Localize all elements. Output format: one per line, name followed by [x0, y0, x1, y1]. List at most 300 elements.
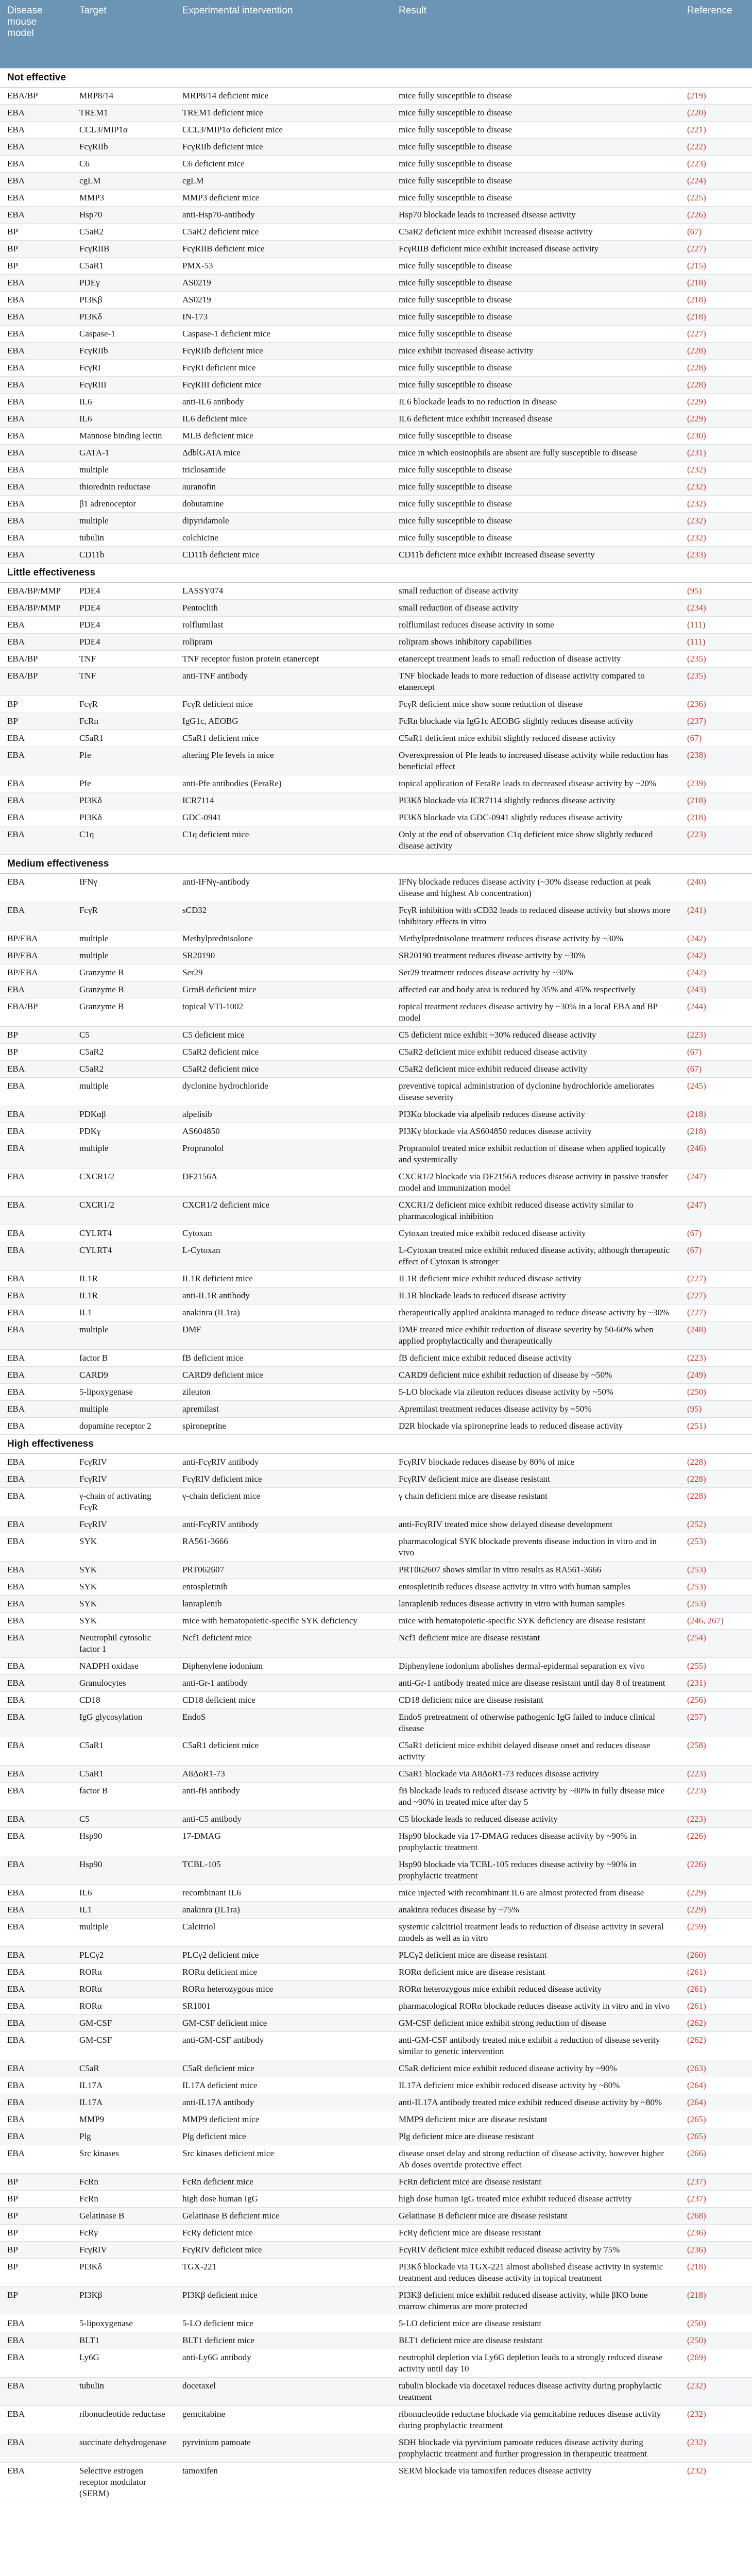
table-row: [0, 1418, 752, 1435]
table-row: [0, 2349, 752, 2378]
cell-result: C5aR2 deficient mice exhibit reduced disease activity: [391, 1044, 680, 1061]
table-row: [0, 292, 752, 309]
cell-reference: (223): [680, 826, 752, 855]
cell-model: EBA: [0, 1692, 72, 1709]
cell-reference: (218): [680, 275, 752, 292]
cell-result: fB blockade leads to reduced disease activity by ~80% in fully disease mice and ~90% in treated mice after day 5: [391, 1783, 680, 1811]
cell-result: entospletinib reduces disease activity in vitro with human samples: [391, 1579, 680, 1596]
cell-reference: (221): [680, 122, 752, 139]
cell-reference: (248): [680, 1321, 752, 1350]
cell-model: EBA: [0, 2406, 72, 2434]
cell-intervention: Plg deficient mice: [175, 2128, 391, 2145]
cell-result: mice fully susceptible to disease: [391, 428, 680, 445]
cell-model: EBA: [0, 360, 72, 377]
cell-model: EBA: [0, 139, 72, 156]
table-row: [0, 1811, 752, 1828]
cell-model: EBA: [0, 874, 72, 902]
cell-model: EBA: [0, 1225, 72, 1242]
cell-target: FcγRIIb: [72, 139, 175, 156]
table-row: [0, 1123, 752, 1140]
cell-intervention: PRT062607: [175, 1562, 391, 1579]
table-row: [0, 343, 752, 360]
cell-model: EBA: [0, 747, 72, 775]
cell-result: RORα heterozygous mice exhibit reduced disease activity: [391, 1981, 680, 1998]
cell-result: disease onset delay and strong reduction of disease activity, however higher Ab doses override protective effect: [391, 2145, 680, 2174]
cell-model: EBA: [0, 1811, 72, 1828]
cell-result: Ncf1 deficient mice are disease resistant: [391, 1630, 680, 1658]
cell-intervention: anti-GM-CSF antibody: [175, 2032, 391, 2060]
cell-model: EBA/BP: [0, 998, 72, 1027]
cell-model: EBA: [0, 1828, 72, 1856]
table-row: [0, 1061, 752, 1078]
cell-target: TNF: [72, 651, 175, 668]
cell-target: TREM1: [72, 105, 175, 122]
cell-target: multiple: [72, 930, 175, 947]
cell-result: IL17A deficient mice exhibit reduced disease activity by ~80%: [391, 2077, 680, 2094]
cell-target: PDEγ: [72, 275, 175, 292]
cell-reference: (242): [680, 930, 752, 947]
cell-result: mice fully susceptible to disease: [391, 360, 680, 377]
cell-reference: (227): [680, 326, 752, 343]
cell-reference: (218): [680, 1106, 752, 1123]
cell-reference: (262): [680, 2015, 752, 2032]
table-row: [0, 1367, 752, 1384]
cell-intervention: GrmB deficient mice: [175, 981, 391, 998]
cell-result: high dose human IgG treated mice exhibit reduced disease activity: [391, 2191, 680, 2208]
cell-reference: (261): [680, 1964, 752, 1981]
cell-result: mice fully susceptible to disease: [391, 513, 680, 530]
table-row: [0, 1225, 752, 1242]
cell-target: cgLM: [72, 173, 175, 190]
cell-intervention: A8ΔοR1-73: [175, 1766, 391, 1783]
cell-target: Ly6G: [72, 2349, 175, 2378]
cell-target: GM-CSF: [72, 2015, 175, 2032]
cell-reference: (235): [680, 668, 752, 696]
table-row: [0, 1709, 752, 1737]
cell-target: Gelatinase B: [72, 2208, 175, 2225]
cell-reference: (242): [680, 947, 752, 964]
cell-intervention: anti-IFNγ-antibody: [175, 874, 391, 902]
cell-model: EBA: [0, 479, 72, 496]
cell-result: Gelatinase B deficient mice are disease resistant: [391, 2208, 680, 2225]
cell-target: RORα: [72, 1998, 175, 2015]
cell-result: anakinra reduces disease by ~75%: [391, 1902, 680, 1919]
cell-result: FcγRIIB deficient mice exhibit increased disease activity: [391, 241, 680, 258]
cell-model: EBA: [0, 1902, 72, 1919]
cell-target: C5aR1: [72, 730, 175, 747]
table-row: [0, 88, 752, 105]
cell-target: PDKαβ: [72, 1106, 175, 1123]
table-row: [0, 2225, 752, 2242]
category-title: Little effectiveness: [0, 564, 752, 583]
cell-intervention: sCD32: [175, 902, 391, 930]
cell-result: rolflumilast reduces disease activity in some: [391, 617, 680, 634]
cell-model: BP/EBA: [0, 964, 72, 981]
column-header-reference: Reference: [680, 0, 752, 69]
table-row: [0, 964, 752, 981]
cell-model: EBA: [0, 1418, 72, 1435]
cell-result: PLCγ2 deficient mice are disease resistant: [391, 1947, 680, 1964]
cell-intervention: lanraplenib: [175, 1596, 391, 1613]
table-row: [0, 1384, 752, 1401]
table-row: [0, 874, 752, 902]
table-row: [0, 428, 752, 445]
cell-intervention: DMF: [175, 1321, 391, 1350]
cell-result: anti-Gr-1 antibody treated mice are disease resistant until day 8 of treatment: [391, 1675, 680, 1692]
cell-intervention: anakinra (IL1ra): [175, 1902, 391, 1919]
cell-intervention: FcγRIIB deficient mice: [175, 241, 391, 258]
cell-model: EBA: [0, 2315, 72, 2332]
cell-target: PI3Kβ: [72, 292, 175, 309]
cell-intervention: CD11b deficient mice: [175, 547, 391, 564]
cell-intervention: recombinant IL6: [175, 1885, 391, 1902]
cell-intervention: FcγRIIb deficient mice: [175, 343, 391, 360]
cell-result: mice fully susceptible to disease: [391, 122, 680, 139]
cell-result: Ser29 treatment reduces disease activity by ~30%: [391, 964, 680, 981]
cell-model: BP: [0, 2208, 72, 2225]
cell-target: IL1: [72, 1902, 175, 1919]
cell-reference: (215): [680, 258, 752, 275]
cell-intervention: anti-Ly6G antibody: [175, 2349, 391, 2378]
cell-target: C5aR1: [72, 1766, 175, 1783]
cell-target: PDE4: [72, 634, 175, 651]
cell-target: TNF: [72, 668, 175, 696]
cell-reference: (237): [680, 2174, 752, 2191]
cell-reference: (95): [680, 583, 752, 600]
table-row: [0, 826, 752, 855]
cell-model: BP: [0, 2174, 72, 2191]
cell-reference: (265): [680, 2111, 752, 2128]
cell-target: CYLRT4: [72, 1225, 175, 1242]
cell-target: IL1R: [72, 1270, 175, 1287]
cell-intervention: triclosamide: [175, 462, 391, 479]
cell-target: FcγRIIb: [72, 343, 175, 360]
cell-target: FcγRIII: [72, 377, 175, 394]
table-row: [0, 479, 752, 496]
cell-model: EBA: [0, 2378, 72, 2406]
table-row: [0, 1488, 752, 1516]
cell-result: PI3Kδ blockade via GDC-0941 slightly reduces disease activity: [391, 809, 680, 826]
column-header-intervention: Experimental intervention: [175, 0, 391, 69]
cell-model: EBA: [0, 1270, 72, 1287]
cell-result: L-Cytoxan treated mice exhibit reduced disease activity, although therapeutic effect of Cytoxan is stronger: [391, 1242, 680, 1270]
cell-reference: (247): [680, 1197, 752, 1225]
cell-target: CYLRT4: [72, 1242, 175, 1270]
cell-intervention: Methylprednisolone: [175, 930, 391, 947]
cell-model: EBA: [0, 1947, 72, 1964]
cell-reference: (67): [680, 224, 752, 241]
cell-target: multiple: [72, 462, 175, 479]
cell-target: RORα: [72, 1964, 175, 1981]
cell-model: EBA: [0, 1630, 72, 1658]
cell-target: NADPH oxidase: [72, 1658, 175, 1675]
table-row: [0, 2191, 752, 2208]
cell-target: Selective estrogen receptor modulator (SERM): [72, 2463, 175, 2502]
cell-intervention: PMX-53: [175, 258, 391, 275]
cell-intervention: auranofin: [175, 479, 391, 496]
cell-target: FcγRI: [72, 360, 175, 377]
cell-intervention: dyclonine hydrochloride: [175, 1078, 391, 1106]
cell-intervention: Cytoxan: [175, 1225, 391, 1242]
cell-model: EBA: [0, 2077, 72, 2094]
table-row: [0, 360, 752, 377]
table-row: [0, 947, 752, 964]
table-row: [0, 2015, 752, 2032]
cell-reference: (67): [680, 1044, 752, 1061]
cell-model: EBA: [0, 105, 72, 122]
cell-model: EBA: [0, 2434, 72, 2463]
cell-target: CARD9: [72, 1367, 175, 1384]
cell-intervention: dobutamine: [175, 496, 391, 513]
cell-target: multiple: [72, 947, 175, 964]
cell-target: multiple: [72, 1401, 175, 1418]
cell-result: mice fully susceptible to disease: [391, 156, 680, 173]
cell-reference: (249): [680, 1367, 752, 1384]
cell-result: mice fully susceptible to disease: [391, 479, 680, 496]
cell-result: GM-CSF deficient mice exhibit strong reduction of disease: [391, 2015, 680, 2032]
cell-target: CCL3/MIP1α: [72, 122, 175, 139]
cell-target: multiple: [72, 1140, 175, 1168]
table-row: [0, 902, 752, 930]
cell-model: EBA: [0, 1384, 72, 1401]
cell-target: PI3Kδ: [72, 809, 175, 826]
cell-result: CXCR1/2 deficient mice exhibit reduced disease activity similar to pharmacological inhibition: [391, 1197, 680, 1225]
cell-reference: (251): [680, 1418, 752, 1435]
table-row: [0, 2032, 752, 2060]
table-row: [0, 394, 752, 411]
cell-reference: (236): [680, 2225, 752, 2242]
cell-model: EBA: [0, 445, 72, 462]
cell-reference: (260): [680, 1947, 752, 1964]
cell-result: mice fully susceptible to disease: [391, 139, 680, 156]
cell-result: topical treatment reduces disease activity by ~30% in a local EBA and BP model: [391, 998, 680, 1027]
cell-reference: (67): [680, 730, 752, 747]
cell-target: BLT1: [72, 2332, 175, 2349]
cell-reference: (226): [680, 1856, 752, 1885]
cell-intervention: tamoxifen: [175, 2463, 391, 2502]
cell-intervention: EndoS: [175, 1709, 391, 1737]
cell-reference: (258): [680, 1737, 752, 1766]
table-row: [0, 1471, 752, 1488]
cell-target: C5aR: [72, 2060, 175, 2077]
cell-target: SYK: [72, 1562, 175, 1579]
cell-reference: (246): [680, 1140, 752, 1168]
table-header: [0, 0, 752, 69]
cell-reference: (262): [680, 2032, 752, 2060]
cell-result: mice with hematopoietic-specific SYK deficiency are disease resistant: [391, 1613, 680, 1630]
cell-target: FcγRIV: [72, 1516, 175, 1533]
cell-intervention: Propranolol: [175, 1140, 391, 1168]
cell-intervention: IL17A deficient mice: [175, 2077, 391, 2094]
cell-model: EBA: [0, 1613, 72, 1630]
cell-reference: (218): [680, 292, 752, 309]
cell-target: C5: [72, 1811, 175, 1828]
cell-target: Hsp70: [72, 207, 175, 224]
cell-target: CXCR1/2: [72, 1197, 175, 1225]
cell-intervention: CCL3/MIP1α deficient mice: [175, 122, 391, 139]
cell-model: EBA: [0, 1579, 72, 1596]
cell-reference: (227): [680, 1270, 752, 1287]
cell-intervention: Diphenylene iodonium: [175, 1658, 391, 1675]
cell-reference: (224): [680, 173, 752, 190]
cell-model: EBA: [0, 2111, 72, 2128]
cell-model: EBA: [0, 775, 72, 792]
table-row: [0, 207, 752, 224]
table-row: [0, 326, 752, 343]
table-row: [0, 1321, 752, 1350]
cell-result: mice fully susceptible to disease: [391, 530, 680, 547]
cell-model: EBA: [0, 547, 72, 564]
cell-intervention: fB deficient mice: [175, 1350, 391, 1367]
cell-reference: (232): [680, 2434, 752, 2463]
cell-target: C5aR1: [72, 258, 175, 275]
cell-result: BLT1 deficient mice are disease resistant: [391, 2332, 680, 2349]
cell-model: BP: [0, 2259, 72, 2287]
cell-target: MRP8/14: [72, 88, 175, 105]
cell-intervention: γ-chain deficient mice: [175, 1488, 391, 1516]
cell-intervention: alpelisib: [175, 1106, 391, 1123]
cell-result: Hsp70 blockade leads to increased disease activity: [391, 207, 680, 224]
cell-reference: (218): [680, 809, 752, 826]
cell-result: C5aR deficient mice exhibit reduced disease activity by ~90%: [391, 2060, 680, 2077]
cell-intervention: C5aR2 deficient mice: [175, 1044, 391, 1061]
category-title: Medium effectiveness: [0, 855, 752, 874]
cell-reference: (227): [680, 241, 752, 258]
cell-target: SYK: [72, 1533, 175, 1562]
cell-model: BP: [0, 2242, 72, 2259]
cell-result: PI3Kδ blockade via TGX-221 almost abolished disease activity in systemic treatment and reduces disease activity in topical treatment: [391, 2259, 680, 2287]
table-row: [0, 1270, 752, 1287]
cell-intervention: CXCR1/2 deficient mice: [175, 1197, 391, 1225]
cell-model: EBA: [0, 1737, 72, 1766]
table-body: [0, 69, 752, 2502]
cell-intervention: TNF receptor fusion protein etanercept: [175, 651, 391, 668]
cell-intervention: pyrvinium pamoate: [175, 2434, 391, 2463]
cell-intervention: FcγRI deficient mice: [175, 360, 391, 377]
cell-reference: (255): [680, 1658, 752, 1675]
category-title: Not effective: [0, 69, 752, 88]
category-row: [0, 564, 752, 583]
cell-reference: (237): [680, 713, 752, 730]
cell-reference: (243): [680, 981, 752, 998]
cell-intervention: anti-FcγRIV antibody: [175, 1454, 391, 1471]
cell-reference: (228): [680, 1488, 752, 1516]
cell-target: Granzyme B: [72, 998, 175, 1027]
cell-intervention: anti-TNF antibody: [175, 668, 391, 696]
cell-intervention: SR20190: [175, 947, 391, 964]
cell-intervention: spironeprine: [175, 1418, 391, 1435]
cell-result: anti-IL17A antibody treated mice exhibit reduced disease activity by ~80%: [391, 2094, 680, 2111]
cell-intervention: anti-Gr-1 antibody: [175, 1675, 391, 1692]
cell-target: C5aR2: [72, 1061, 175, 1078]
cell-model: BP: [0, 1027, 72, 1044]
cell-target: FcRn: [72, 2174, 175, 2191]
cell-result: mice exhibit increased disease activity: [391, 343, 680, 360]
cell-result: anti-GM-CSF antibody treated mice exhibit a reduction of disease severity similar to genetic intervention: [391, 2032, 680, 2060]
cell-target: IL17A: [72, 2077, 175, 2094]
cell-result: Cytoxan treated mice exhibit reduced disease activity: [391, 1225, 680, 1242]
cell-target: C5aR2: [72, 224, 175, 241]
cell-model: EBA: [0, 1140, 72, 1168]
cell-result: C5aR2 deficient mice exhibit increased disease activity: [391, 224, 680, 241]
cell-model: EBA: [0, 207, 72, 224]
cell-model: EBA: [0, 513, 72, 530]
cell-intervention: TGX-221: [175, 2259, 391, 2287]
cell-intervention: PLCγ2 deficient mice: [175, 1947, 391, 1964]
table-row: [0, 2259, 752, 2287]
cell-result: FcγR inhibition with sCD32 leads to reduced disease activity but shows more inhibitory effects in vitro: [391, 902, 680, 930]
cell-model: EBA: [0, 826, 72, 855]
cell-reference: (223): [680, 156, 752, 173]
table-row: [0, 1737, 752, 1766]
cell-target: Pfe: [72, 747, 175, 775]
cell-result: FcγRIV blockade reduces disease by 80% of mice: [391, 1454, 680, 1471]
cell-intervention: anti-fB antibody: [175, 1783, 391, 1811]
cell-result: IL1R deficient mice exhibit reduced disease activity: [391, 1270, 680, 1287]
table-row: [0, 696, 752, 713]
cell-result: C5aR1 blockade via A8ΔοR1-73 reduces disease activity: [391, 1766, 680, 1783]
cell-reference: (225): [680, 190, 752, 207]
cell-result: IL1R blockade leads to reduced disease activity: [391, 1287, 680, 1304]
cell-intervention: AS0219: [175, 292, 391, 309]
cell-result: FcRγ deficient mice are disease resistant: [391, 2225, 680, 2242]
cell-intervention: rolipram: [175, 634, 391, 651]
cell-target: Granzyme B: [72, 981, 175, 998]
cell-result: Hsp90 blockade via TCBL-105 reduces disease activity by ~90% in prophylactic treatment: [391, 1856, 680, 1885]
cell-model: EBA: [0, 122, 72, 139]
cell-model: EBA: [0, 2032, 72, 2060]
cell-reference: (233): [680, 547, 752, 564]
cell-reference: (236): [680, 2242, 752, 2259]
cell-intervention: C5aR2 deficient mice: [175, 1061, 391, 1078]
column-header-result: Result: [391, 0, 680, 69]
cell-model: EBA/BP: [0, 668, 72, 696]
cell-intervention: RA561-3666: [175, 1533, 391, 1562]
cell-result: mice fully susceptible to disease: [391, 496, 680, 513]
cell-target: SYK: [72, 1613, 175, 1630]
table-row: [0, 1454, 752, 1471]
cell-target: FcγR: [72, 696, 175, 713]
cell-intervention: colchicine: [175, 530, 391, 547]
cell-model: BP: [0, 224, 72, 241]
cell-result: mice injected with recombinant IL6 are almost protected from disease: [391, 1885, 680, 1902]
cell-result: pharmacological SYK blockade prevents disease induction in vitro and in vivo: [391, 1533, 680, 1562]
cell-model: EBA: [0, 1287, 72, 1304]
cell-reference: (111): [680, 617, 752, 634]
table-row: [0, 1783, 752, 1811]
cell-model: EBA: [0, 1123, 72, 1140]
cell-reference: (259): [680, 1919, 752, 1947]
table-row: [0, 496, 752, 513]
cell-result: etanercept treatment leads to small reduction of disease activity: [391, 651, 680, 668]
cell-reference: (252): [680, 1516, 752, 1533]
cell-target: MMP9: [72, 2111, 175, 2128]
table-row: [0, 1613, 752, 1630]
table-row: [0, 1562, 752, 1579]
table-row: [0, 2378, 752, 2406]
table-row: [0, 377, 752, 394]
cell-model: EBA: [0, 1168, 72, 1197]
cell-reference: (228): [680, 1454, 752, 1471]
cell-target: 5-lipoxygenase: [72, 2315, 175, 2332]
cell-intervention: FcγRIV deficient mice: [175, 1471, 391, 1488]
cell-target: IL6: [72, 1885, 175, 1902]
cell-target: CD11b: [72, 547, 175, 564]
cell-reference: (226): [680, 207, 752, 224]
cell-target: IL1R: [72, 1287, 175, 1304]
cell-model: EBA: [0, 309, 72, 326]
table-row: [0, 1658, 752, 1675]
